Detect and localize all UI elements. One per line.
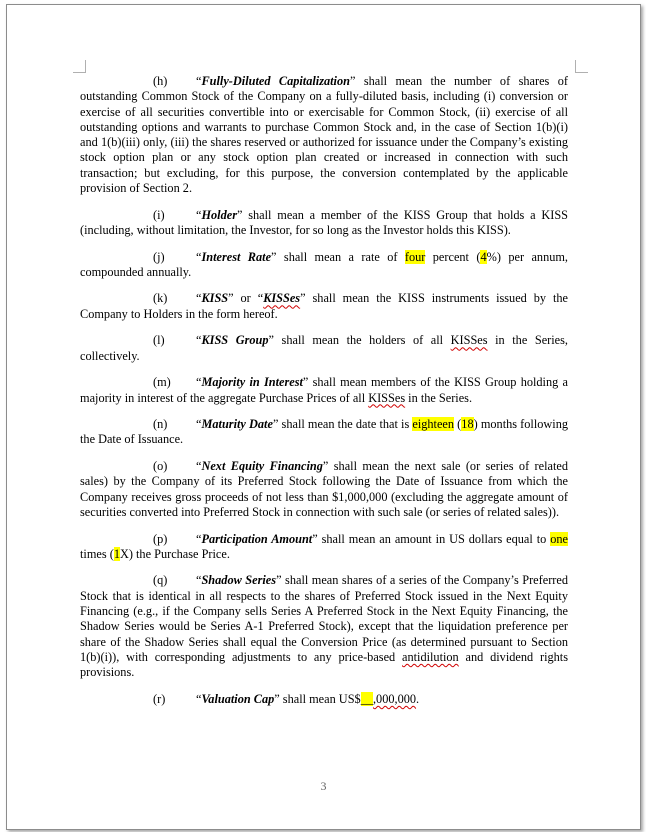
highlighted-text: eighteen (412, 417, 455, 432)
definition-n: (n) “Maturity Date” shall mean the date that is eighteen (18) months following the Date of Issuance. (80, 417, 568, 447)
definition-p: (p) “Participation Amount” shall mean an amount in US dollars equal to one times (1X) the Purchase Price. (80, 531, 568, 561)
clause-label: (m) (153, 375, 171, 390)
definition-text: shall mean the KISS instruments issued by the Company to Holders in the form hereof. (80, 291, 568, 321)
document-body[interactable] (80, 74, 568, 718)
highlighted-text: one (550, 531, 568, 546)
defined-term: Interest Rate (201, 249, 272, 264)
defined-term: Shadow Series (201, 573, 277, 588)
highlighted-text: 18 (461, 417, 474, 432)
spellcheck-word: KISSes (368, 390, 406, 405)
clause-label: (h) (153, 74, 168, 88)
spellcheck-word: ,000,000 (372, 691, 417, 706)
definition-q: (q) “Shadow Series” shall mean shares of a series of the Company’s Preferred Stock that is identical in all respects to the shares of Preferred Stock issued in the Next Equity Financing (e.g., if the Company sells Series A Preferred Stock in the Next Equity Financing, the Shadow Series would be Series A-1 Preferred Stock), except that the liquidation preference per share of the Shadow Series shall equal the Conversion Price (as determined pursuant to Section 1(b)(i)), with corresponding adjustments to any price-based antidilution and dividend rights provisions. (80, 573, 568, 680)
defined-term-spellcheck: KISSes (263, 291, 301, 306)
defined-term: Valuation Cap (201, 691, 275, 706)
margin-corner-top-left (73, 60, 86, 73)
defined-term: Participation Amount (201, 531, 313, 546)
page-number: 3 (320, 779, 327, 793)
defined-term: Majority in Interest (201, 375, 303, 390)
defined-term: Fully-Diluted Capitalization (201, 74, 350, 88)
clause-label: (j) (153, 249, 165, 264)
defined-term: Next Equity Financing (201, 459, 323, 474)
definition-text: shall mean a member of the KISS Group that holds a KISS (including, without limitation, the Investor, for so long as the Investor holds this KISS). (80, 207, 568, 237)
definition-h: (h) “Fully-Diluted Capitalization” shall mean the number of shares of outstanding Common Stock of the Company on a fully-diluted basis, including (i) conversion or exercise of all securities convertible into or exercisable for Common Stock, (ii) exercise of all outstanding options and warrants to purchase Common Stock and, in the case of Section 1(b)(i) and 1(b)(iii) only, (iii) the shares reserved or authorized for issuance under the Company’s existing stock option plan or any stock option plan created or increased in connection with such transaction; but excluding, for this purpose, the conversion contemplated by the applicable provision of Section 2. (80, 74, 568, 196)
defined-term: KISS (201, 291, 229, 306)
margin-corner-top-right (575, 60, 588, 73)
document-page (6, 4, 641, 830)
spellcheck-word: KISSes (450, 333, 488, 348)
definition-k: (k) “KISS” or “KISSes” shall mean the KISS instruments issued by the Company to Holders in the form hereof. (80, 291, 568, 321)
clause-label: (l) (153, 333, 165, 348)
definition-o: (o) “Next Equity Financing” shall mean the next sale (or series of related sales) by the Company of its Preferred Stock following the Date of Issuance from which the Company receives gross proceeds of not less than $1,000,000 (excluding the aggregate amount of securities converted into Preferred Stock in connection with such sale (or series of related sales)). (80, 459, 568, 519)
clause-label: (q) (153, 573, 168, 588)
blank-placeholder: __ (360, 691, 373, 706)
definition-j: (j) “Interest Rate” shall mean a rate of four percent (4%) per annum, compounded annually. (80, 249, 569, 279)
definition-text: shall mean the number of shares of outstanding Common Stock of the Company on a fully-diluted basis, including (i) conversion or exercise of all securities convertible into or exercisable for Common Stock, (ii) exercise of all outstanding options and warrants to purchase Common Stock and, in the case of Section 1(b)(i) and 1(b)(iii) only, (iii) the shares reserved or authorized for issuance under the Company’s existing stock option plan or any stock option plan created or increased in connection with such transaction; but excluding, for this purpose, the conversion contemplated by the applicable provision of Section 2. (80, 74, 568, 196)
definition-r: (r) “Valuation Cap” shall mean US$__,000,000. (153, 691, 420, 706)
defined-term: Holder (201, 207, 237, 222)
spellcheck-word: antidilution (402, 649, 459, 664)
definition-text: shall mean the next sale (or series of related sales) by the Company of its Preferred Stock following the Date of Issuance from which the Company receives gross proceeds of not less than $1,000,000 (excluding the aggregate amount of securities converted into Preferred Stock in connection with such sale (or series of related sales)). (80, 459, 568, 519)
defined-term: Maturity Date (201, 417, 273, 432)
definition-i: (i) “Holder” shall mean a member of the KISS Group that holds a KISS (including, without limitation, the Investor, for so long as the Investor holds this KISS). (80, 207, 568, 237)
clause-label: (r) (153, 691, 166, 706)
clause-label: (p) (153, 531, 168, 546)
highlighted-text: 1 (113, 546, 120, 561)
definition-m: (m) “Majority in Interest” shall mean members of the KISS Group holding a majority in interest of the aggregate Purchase Prices of all KISSes in the Series. (80, 375, 568, 405)
clause-label: (i) (153, 207, 165, 222)
clause-label: (k) (153, 291, 168, 306)
highlighted-text: four (404, 249, 426, 264)
clause-label: (n) (153, 417, 168, 432)
defined-term: KISS Group (201, 333, 269, 348)
highlighted-text: 4 (480, 249, 487, 264)
definition-l: (l) “KISS Group” shall mean the holders of all KISSes in the Series, collectively. (80, 333, 568, 363)
clause-label: (o) (153, 459, 168, 474)
